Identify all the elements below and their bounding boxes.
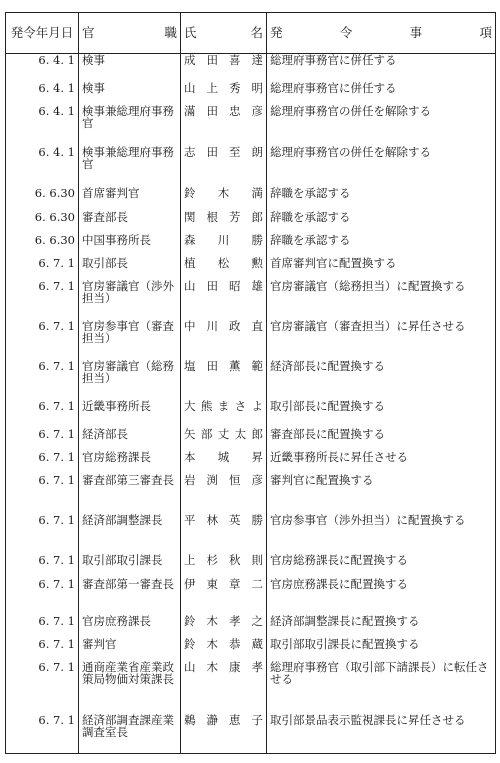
matter-cell: 審査部長に配置換する bbox=[267, 428, 496, 451]
matter-cell: 辞職を承認する bbox=[267, 234, 496, 257]
date-cell: 6. 4. 1 bbox=[6, 146, 79, 187]
name-cell: 山上秀明 bbox=[181, 82, 267, 105]
table-row bbox=[6, 234, 496, 257]
header-date: 発令年月日 bbox=[6, 13, 79, 54]
matter-cell: 官房審議官（審査担当）に昇任させる bbox=[267, 320, 496, 360]
post-cell: 審査部第一審査長 bbox=[79, 578, 181, 615]
post-cell: 審査部第三審査長 bbox=[79, 474, 181, 514]
date-cell: 6. 6.30 bbox=[6, 234, 79, 257]
name-cell: 大熊まさよ bbox=[181, 400, 267, 428]
post-cell: 検事 bbox=[79, 82, 181, 105]
name-cell: 鈴木孝之 bbox=[181, 615, 267, 638]
table-row bbox=[6, 320, 496, 360]
date-cell: 6. 7. 1 bbox=[6, 428, 79, 451]
header-post: 官職 bbox=[79, 13, 181, 54]
post-cell: 官房参事官（審査担当） bbox=[79, 320, 181, 360]
name-cell: 平林英勝 bbox=[181, 514, 267, 554]
post-cell: 官房審議官（総務担当） bbox=[79, 360, 181, 400]
table-row bbox=[6, 187, 496, 211]
date-cell: 6. 6.30 bbox=[6, 211, 79, 234]
table-row bbox=[6, 82, 496, 105]
name-cell: 関根芳郎 bbox=[181, 211, 267, 234]
table-row bbox=[6, 554, 496, 578]
name-cell: 中川政直 bbox=[181, 320, 267, 360]
matter-cell: 取引部取引課長に配置換する bbox=[267, 638, 496, 661]
table-row bbox=[6, 474, 496, 514]
matter-cell: 近畿事務所長に昇任させる bbox=[267, 451, 496, 474]
date-cell: 6. 7. 1 bbox=[6, 474, 79, 514]
date-cell: 6. 7. 1 bbox=[6, 554, 79, 578]
table-row bbox=[6, 257, 496, 280]
date-cell: 6. 7. 1 bbox=[6, 661, 79, 714]
table-row bbox=[6, 280, 496, 320]
table-body bbox=[6, 54, 496, 754]
date-cell: 6. 7. 1 bbox=[6, 514, 79, 554]
matter-cell: 総理府事務官に併任する bbox=[267, 82, 496, 105]
date-cell: 6. 7. 1 bbox=[6, 280, 79, 320]
post-cell: 検事兼総理府事務官 bbox=[79, 146, 181, 187]
matter-cell: 総理府事務官の併任を解除する bbox=[267, 105, 496, 146]
post-cell: 検事兼総理府事務官 bbox=[79, 105, 181, 146]
name-cell: 植松勲 bbox=[181, 257, 267, 280]
name-cell: 山木康孝 bbox=[181, 661, 267, 714]
matter-cell: 審判官に配置換する bbox=[267, 474, 496, 514]
post-cell: 経済部調査課産業調査室長 bbox=[79, 714, 181, 754]
name-cell: 森川勝 bbox=[181, 234, 267, 257]
post-cell: 検事 bbox=[79, 54, 181, 82]
name-cell: 上杉秋則 bbox=[181, 554, 267, 578]
table-row bbox=[6, 428, 496, 451]
matter-cell: 総理府事務官に併任する bbox=[267, 54, 496, 82]
date-cell: 6. 4. 1 bbox=[6, 105, 79, 146]
date-cell: 6. 7. 1 bbox=[6, 257, 79, 280]
matter-cell: 経済部調整課長に配置換する bbox=[267, 615, 496, 638]
name-cell: 山田昭雄 bbox=[181, 280, 267, 320]
name-cell: 岩渕恒彦 bbox=[181, 474, 267, 514]
name-cell: 鈴木満 bbox=[181, 187, 267, 211]
table-row bbox=[6, 615, 496, 638]
date-cell: 6. 7. 1 bbox=[6, 615, 79, 638]
table-row bbox=[6, 146, 496, 187]
matter-cell: 首席審判官に配置換する bbox=[267, 257, 496, 280]
date-cell: 6. 7. 1 bbox=[6, 400, 79, 428]
matter-cell: 官房総務課長に配置換する bbox=[267, 554, 496, 578]
table-row bbox=[6, 211, 496, 234]
matter-cell: 辞職を承認する bbox=[267, 211, 496, 234]
name-cell: 伊東章二 bbox=[181, 578, 267, 615]
table-row bbox=[6, 54, 496, 82]
matter-cell: 取引部景品表示監視課長に昇任させる bbox=[267, 714, 496, 754]
table-row bbox=[6, 105, 496, 146]
name-cell: 鵜瀞恵子 bbox=[181, 714, 267, 754]
post-cell: 首席審判官 bbox=[79, 187, 181, 211]
post-cell: 官房総務課長 bbox=[79, 451, 181, 474]
name-cell: 本城昇 bbox=[181, 451, 267, 474]
post-cell: 官房庶務課長 bbox=[79, 615, 181, 638]
matter-cell: 官房参事官（渉外担当）に配置換する bbox=[267, 514, 496, 554]
date-cell: 6. 7. 1 bbox=[6, 451, 79, 474]
table-header-row bbox=[6, 13, 496, 54]
post-cell: 経済部調整課長 bbox=[79, 514, 181, 554]
date-cell: 6. 7. 1 bbox=[6, 320, 79, 360]
date-cell: 6. 7. 1 bbox=[6, 714, 79, 754]
table-row bbox=[6, 578, 496, 615]
post-cell: 近畿事務所長 bbox=[79, 400, 181, 428]
matter-cell: 総理府事務官（取引部下請課長）に転任させる bbox=[267, 661, 496, 714]
post-cell: 審判官 bbox=[79, 638, 181, 661]
date-cell: 6. 4. 1 bbox=[6, 54, 79, 82]
date-cell: 6. 4. 1 bbox=[6, 82, 79, 105]
matter-cell: 官房審議官（総務担当）に配置換する bbox=[267, 280, 496, 320]
matter-cell: 総理府事務官の併任を解除する bbox=[267, 146, 496, 187]
table-row bbox=[6, 451, 496, 474]
name-cell: 成田喜達 bbox=[181, 54, 267, 82]
post-cell: 中国事務所長 bbox=[79, 234, 181, 257]
date-cell: 6. 7. 1 bbox=[6, 360, 79, 400]
name-cell: 鈴木恭蔵 bbox=[181, 638, 267, 661]
table-row bbox=[6, 514, 496, 554]
post-cell: 官房審議官（渉外担当） bbox=[79, 280, 181, 320]
post-cell: 取引部長 bbox=[79, 257, 181, 280]
matter-cell: 官房庶務課長に配置換する bbox=[267, 578, 496, 615]
date-cell: 6. 6.30 bbox=[6, 187, 79, 211]
name-cell: 滿田忠彦 bbox=[181, 105, 267, 146]
date-cell: 6. 7. 1 bbox=[6, 578, 79, 615]
personnel-table bbox=[5, 12, 496, 754]
name-cell: 塩田薫範 bbox=[181, 360, 267, 400]
matter-cell: 取引部長に配置換する bbox=[267, 400, 496, 428]
name-cell: 志田至朗 bbox=[181, 146, 267, 187]
post-cell: 通商産業省産業政策局物価対策課長 bbox=[79, 661, 181, 714]
matter-cell: 辞職を承認する bbox=[267, 187, 496, 211]
header-matter: 発令事項 bbox=[267, 13, 496, 54]
name-cell: 矢部丈太郎 bbox=[181, 428, 267, 451]
table-row bbox=[6, 714, 496, 754]
matter-cell: 経済部長に配置換する bbox=[267, 360, 496, 400]
date-cell: 6. 7. 1 bbox=[6, 638, 79, 661]
post-cell: 取引部取引課長 bbox=[79, 554, 181, 578]
table-row bbox=[6, 661, 496, 714]
post-cell: 経済部長 bbox=[79, 428, 181, 451]
header-name: 氏名 bbox=[181, 13, 267, 54]
table-row bbox=[6, 638, 496, 661]
table-row bbox=[6, 400, 496, 428]
table-row bbox=[6, 360, 496, 400]
post-cell: 審査部長 bbox=[79, 211, 181, 234]
